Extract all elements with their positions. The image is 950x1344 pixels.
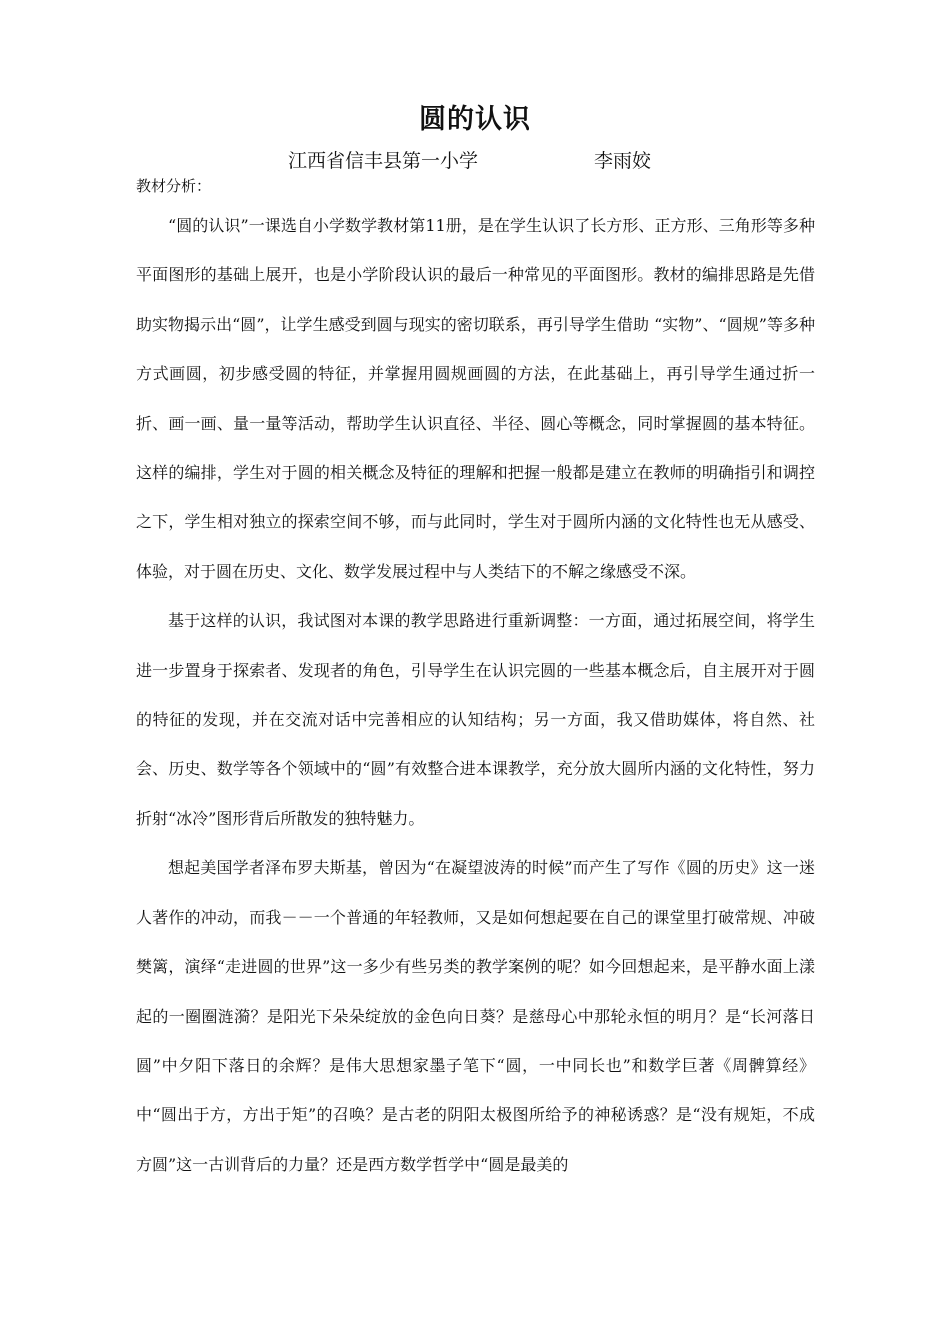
- document-title: 圆的认识: [419, 104, 531, 135]
- paragraph: 想起美国学者泽布罗夫斯基，曾因为“在凝望波涛的时候”而产生了写作《圆的历史》这一迷人著作的冲动，而我－－一个普通的年轻教师，又是如何想起要在自己的课堂里打破常规、冲破樊篱，演绎“走进圆的世界”这一多少有些另类的教学案例的呢？如今回想起来，是平静水面上漾起的一圈圈涟漪？是阳光下朵朵绽放的金色向日葵？是慈母心中那轮永恒的明月？是“长河落日圆”中夕阳下落日的余辉？是伟大思想家墨子笔下“圆，一中同长也”和数学巨著《周髀算经》中“圆出于方，方出于矩”的召唤？是古老的阴阳太极图所给予的神秘诱惑？是“没有规矩，不成方圆”这一古训背后的力量？还是西方数学哲学中“圆是最美的: [136, 858, 815, 1174]
- author-name: 李雨姣: [594, 150, 652, 172]
- school-name: 江西省信丰县第一小学: [288, 150, 479, 172]
- paragraph: 基于这样的认识，我试图对本课的教学思路进行重新调整：一方面，通过拓展空间，将学生进一步置身于探索者、发现者的角色，引导学生在认识完圆的一些基本概念后，自主展开对于圆的特征的发现，并在交流对话中完善相应的认知结构；另一方面，我又借助媒体，将自然、社会、历史、数学等各个领域中的“圆”有效整合进本课教学，充分放大圆所内涵的文化特性，努力折射“冰冷”图形背后所散发的独特魅力。: [136, 611, 815, 828]
- paragraph: “圆的认识”一课选自小学数学教材第11册，是在学生认识了长方形、正方形、三角形等多种平面图形的基础上展开，也是小学阶段认识的最后一种常见的平面图形。教材的编排思路是先借助实物揭示出“圆”，让学生感受到圆与现实的密切联系，再引导学生借助 “实物”、“圆规”等多种方式画圆，初步感受圆的特征，并掌握用圆规画圆的方法，在此基础上，再引导学生通过折一折、画一画、量一量等活动，帮助学生认识直径、半径、圆心等概念，同时掌握圆的基本特征。这样的编排，学生对于圆的相关概念及特征的理解和把握一般都是建立在教师的明确指引和调控之下，学生相对独立的探索空间不够，而与此同时，学生对于圆所内涵的文化特性也无从感受、体验，对于圆在历史、文化、数学发展过程中与人类结下的不解之缘感受不深。: [136, 216, 815, 581]
- body-text: [136, 201, 815, 1189]
- section-label: 教材分析：: [136, 177, 212, 195]
- byline: [0, 146, 950, 176]
